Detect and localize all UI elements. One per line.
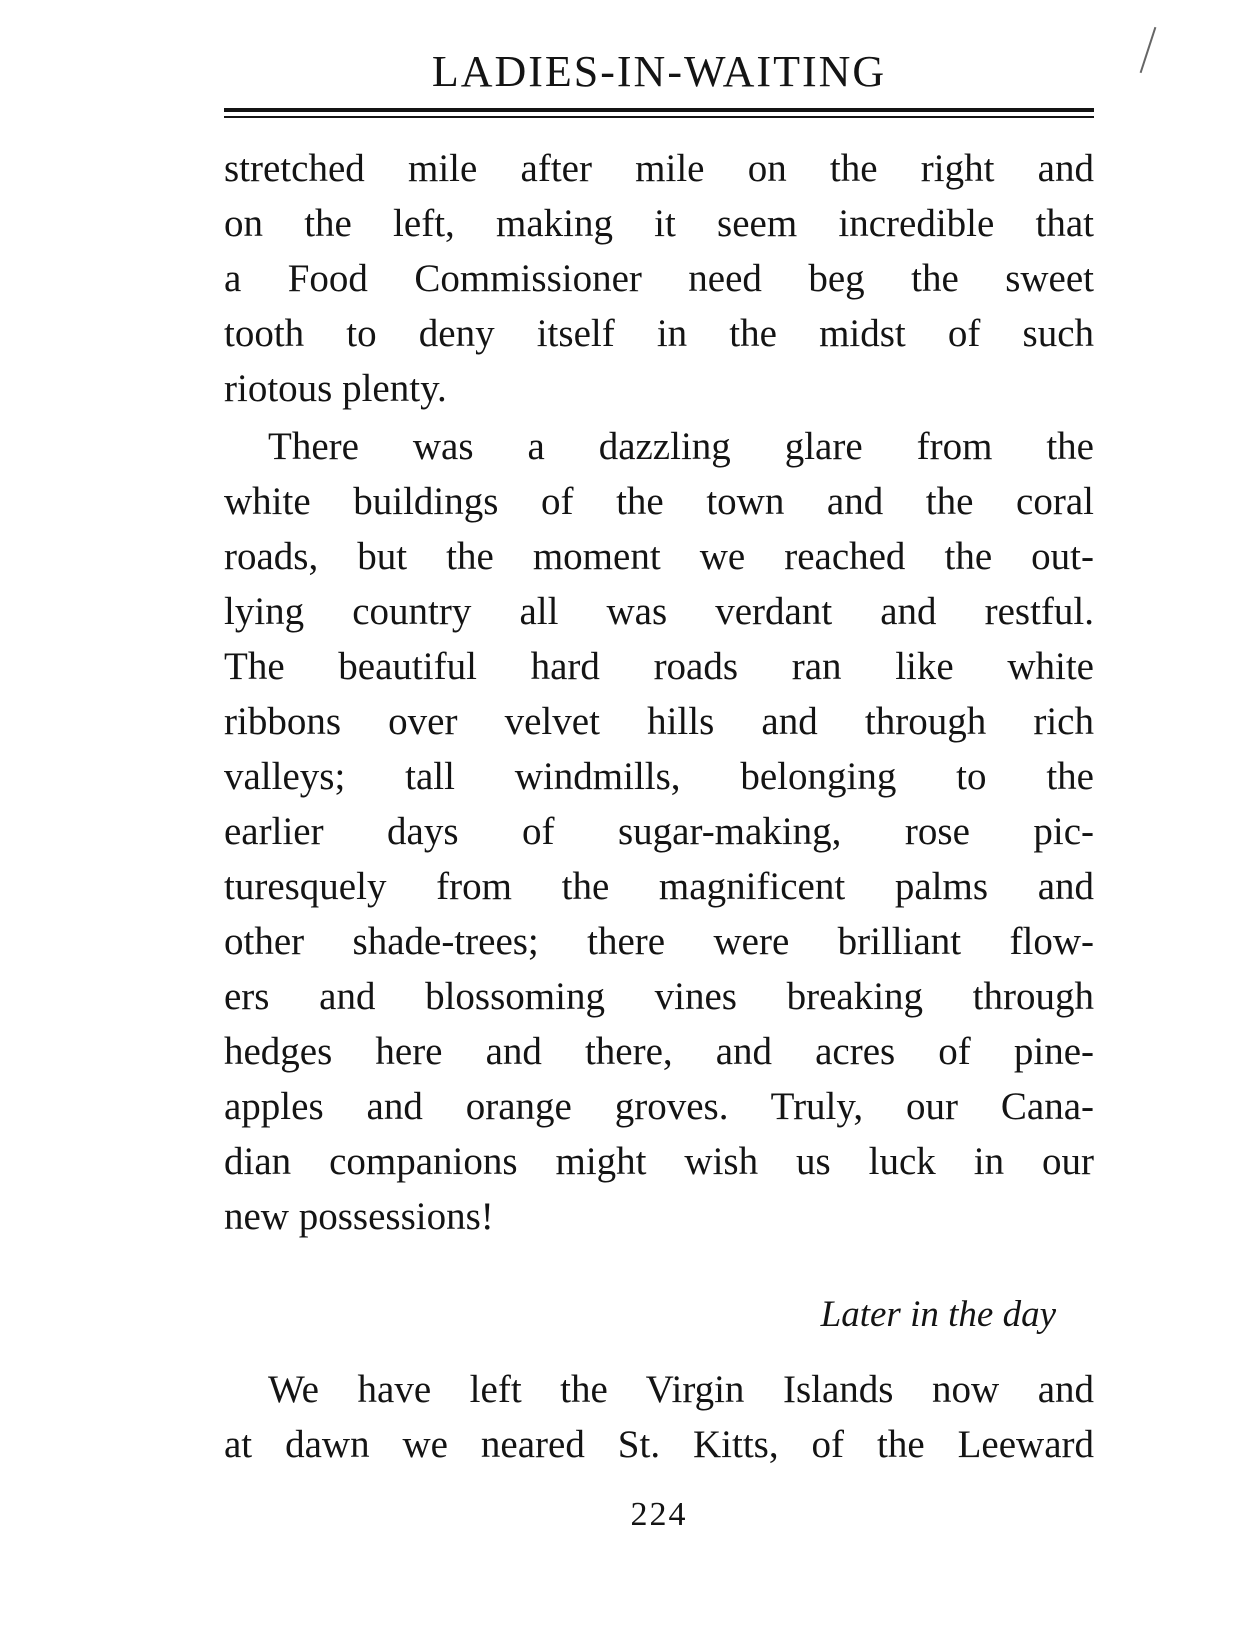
paragraph-1 <box>224 141 1094 416</box>
text-line: turesquely from the magnificent palms and <box>224 865 1094 908</box>
text-line: a Food Commissioner need beg the sweet <box>224 257 1094 300</box>
text-line: ers and blossoming vines breaking through <box>224 975 1094 1018</box>
text-line: stretched mile after mile on the right and <box>224 147 1094 190</box>
text-line: We have left the Virgin Islands now and <box>268 1368 1094 1411</box>
text-line: other shade-trees; there were brilliant flow- <box>224 920 1094 963</box>
text-line: ribbons over velvet hills and through rich <box>224 700 1094 743</box>
margin-pencil-mark <box>1140 27 1157 73</box>
paragraph-2 <box>224 419 1094 1244</box>
text-line: on the left, making it seem incredible that <box>224 202 1094 245</box>
dateline: Later in the day <box>820 1294 1056 1335</box>
page-number: 224 <box>630 1496 688 1533</box>
text-line: hedges here and there, and acres of pine- <box>224 1030 1094 1073</box>
text-line: riotous plenty. <box>224 367 447 410</box>
text-line: valleys; tall windmills, belonging to the <box>224 755 1094 798</box>
header-rule-thin <box>224 116 1094 118</box>
text-line: The beautiful hard roads ran like white <box>224 645 1094 688</box>
paragraph-3 <box>224 1362 1094 1472</box>
text-line: at dawn we neared St. Kitts, of the Leeward <box>224 1423 1094 1466</box>
text-line: white buildings of the town and the coral <box>224 480 1094 523</box>
text-line: dian companions might wish us luck in our <box>224 1140 1094 1183</box>
text-line: tooth to deny itself in the midst of such <box>224 312 1094 355</box>
header-rule-thick <box>224 108 1094 112</box>
text-line: roads, but the moment we reached the out- <box>224 535 1094 578</box>
text-line: apples and orange groves. Truly, our Cana- <box>224 1085 1094 1128</box>
text-line: earlier days of sugar-making, rose pic- <box>224 810 1094 853</box>
running-head-title: LADIES-IN-WAITING <box>431 47 887 96</box>
text-line: new possessions! <box>224 1195 494 1238</box>
text-line: There was a dazzling glare from the <box>268 425 1094 468</box>
text-line: lying country all was verdant and restful. <box>224 590 1094 633</box>
